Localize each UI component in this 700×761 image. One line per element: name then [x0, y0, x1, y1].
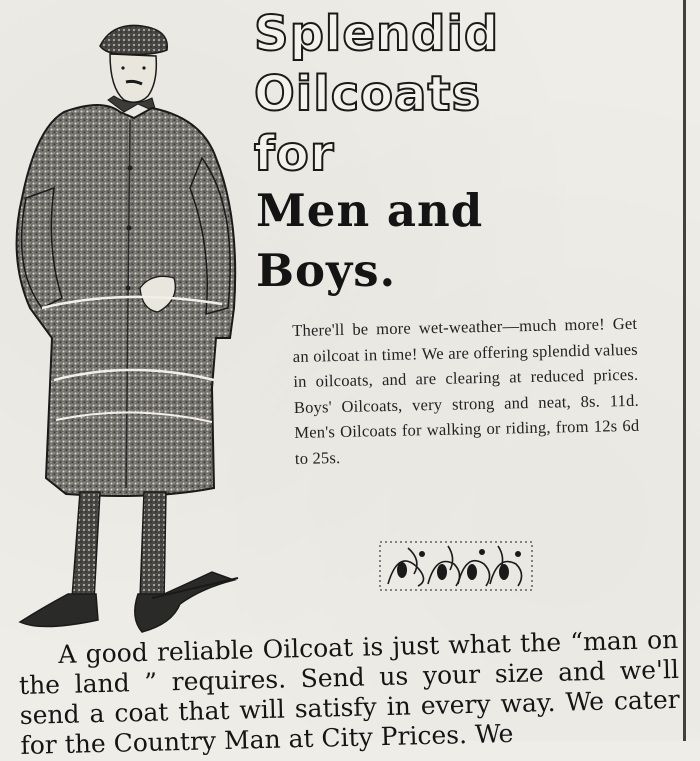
headline-line-boys: Boys. — [256, 244, 397, 297]
headline-line-for: for — [254, 126, 335, 182]
headline-line-oilcoats: Oilcoats — [254, 66, 482, 122]
man-in-oilcoat-illustration — [2, 8, 252, 638]
paragraph-indent — [19, 663, 59, 664]
bottom-copy-text: A good reliable Oilcoat is just what the “man on the land ” requires. Send us your size and we'll send a coat that will satisfy in every way. We cater for the Country Man at City Prices. We — [18, 624, 680, 760]
column-rule — [683, 0, 686, 741]
headline-line-splendid: Splendid — [254, 6, 500, 62]
headline-line-men-and: Men and — [256, 184, 484, 237]
floral-ornament — [378, 540, 534, 592]
body-copy: There'll be more wet-weather—much more! Get an oilcoat in time! We are offering splendid values in oilcoats, and are clearing at reduced prices. Boys' Oilcoats, very strong and neat, 8s. 11d. Men's Oilcoats for walking or riding, from 12s 6d to 25s. — [292, 313, 640, 468]
